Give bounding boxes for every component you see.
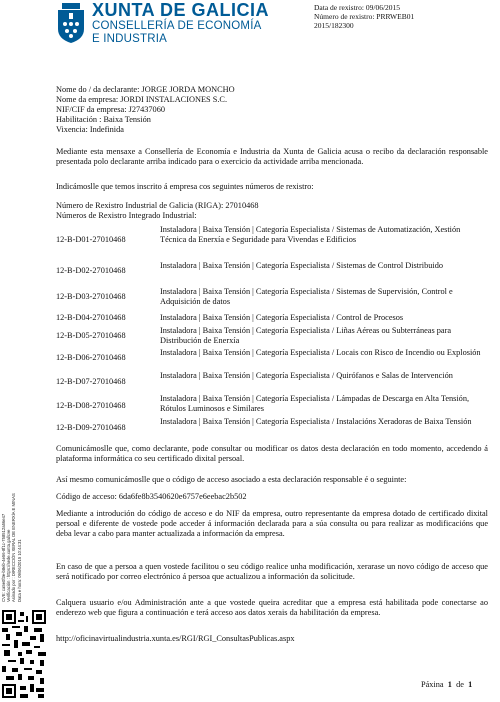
page-label: Páxina xyxy=(421,680,444,689)
registry-desc-2: Instaladora | Baixa Tensión | Categoría Especialista / Sistemas de Control Distribuido xyxy=(160,261,444,270)
cve-line: CVE: ca5e0f3e-b8eb-4e56-8f1c-758512a56e47 xyxy=(1,513,6,602)
inscribed-line: Indicámoslle que temos inscrito á empresa cos seguintes números de rexistro: xyxy=(56,182,314,191)
registry-number: Número de rexistro: PRRWEB01 xyxy=(314,12,415,21)
registry-desc-7: Instaladora | Baixa Tensión | Categoría Especialista / Quirófanos e Salas de Intervención xyxy=(160,371,453,380)
riga-line: Número de Rexistro Industrial de Galicia (RIGA): 27010468 xyxy=(56,201,259,210)
registry-info xyxy=(314,3,414,30)
access-intro: Así mesmo comunicámoslle que o código de acceso asociado a esta declaración responsable é o seguinte: xyxy=(56,475,407,484)
brand-subtitle-line1: CONSELLERÍA DE ECONOMÍA xyxy=(92,20,262,32)
registry-desc-9: Instaladora | Baixa Tensión | Categoría Especialista / Instalacións Xeradoras de Baixa Tensión xyxy=(160,417,472,426)
page-total: 1 xyxy=(468,680,473,689)
validity: Vixencia: Indefinida xyxy=(56,125,124,134)
xunta-shield-icon xyxy=(56,3,86,43)
registry-code: 2015/182300 xyxy=(314,21,354,30)
declarant-block xyxy=(56,85,235,135)
registry-code-3: 12-B-D03-27010468 xyxy=(56,292,126,301)
public-access-paragraph: Calquera usuario e/ou Administración ante a que vostede queira acreditar que a empresa está habilitada pode conectarse ao enderezo web que figura a continuación e terá acceso aos datos xerais da habilitación da empresa. xyxy=(56,598,488,617)
registry-code-6: 12-B-D06-27010468 xyxy=(56,353,126,362)
registry-code-7: 12-B-D07-27010468 xyxy=(56,377,126,386)
brand-subtitle-line2: E INDUSTRIA xyxy=(92,33,168,45)
registry-code-4: 12-B-D04-27010468 xyxy=(56,313,126,322)
public-url[interactable]: http://oficinavirtualindustria.xunta.es/RGI/RGI_ConsultasPublicas.aspx xyxy=(56,634,295,643)
registry-code-8: 12-B-D08-27010468 xyxy=(56,401,126,410)
signed-by-line: Asinado por : DIRECCIÓN XERAL DE ENERXÍA E MINAS xyxy=(11,493,17,602)
page-footer xyxy=(421,680,472,689)
registry-code-9: 12-B-D09-27010468 xyxy=(56,423,126,432)
registry-desc-3: Instaladora | Baixa Tensión | Categoría Especialista / Sistemas de Supervisión, Control e Adquisición de datos xyxy=(160,287,453,306)
registry-date: Data de rexistro: 09/06/2015 xyxy=(314,3,401,12)
registry-desc-1: Instaladora | Baixa Tensión | Categoría Especialista / Sistemas de Automatización, Xestión Técnica da Enerxía e Seguridade para Vivendas e Edificios xyxy=(160,225,461,244)
integrated-title: Números de Rexistro Integrado Industrial: xyxy=(56,211,197,220)
registry-desc-4: Instaladora | Baixa Tensión | Categoría Especialista / Control de Procesos xyxy=(160,313,404,322)
verification-sidebar xyxy=(1,372,22,602)
registry-desc-8: Instaladora | Baixa Tensión | Categoría Especialista / Lámpadas de Descarga en Alta Tensión, Rótulos Luminosos e Similares xyxy=(160,394,470,413)
registry-code-5: 12-B-D05-27010468 xyxy=(56,331,126,340)
declarant-name: Nome do / da declarante: JORGE JORDA MONCHO xyxy=(56,85,235,94)
brand-title: XUNTA DE GALICIA xyxy=(92,0,269,20)
registry-desc-6: Instaladora | Baixa Tensión | Categoría Especialista / Locais con Risco de Incendio ou Explosión xyxy=(160,348,481,357)
page-number: 1 xyxy=(447,680,452,689)
signed-date-line: Data e hora: 09/06/2015 10:44:31 xyxy=(16,539,22,602)
habilitation: Habilitación : Baixa Tensión xyxy=(56,115,151,124)
access-code: Código de acceso: 6da6fe8b3540620e6757e6eebac2b502 xyxy=(56,492,247,501)
company-name: Nome da empresa: JORDI INSTALACIONES S.C. xyxy=(56,95,228,104)
access-paragraph: Mediante a introdución do código de acceso e do NIF da empresa, outro representante da empresa dotado de certificado dixital persoal e diferente de vostede pode acceder á información declarada para a súa consulta ou para realizar as modificacións que deba levar a cabo para manter actualizada a información da empresa. xyxy=(56,509,488,538)
registry-code-1: 12-B-D01-27010468 xyxy=(56,235,126,244)
registry-code-2: 12-B-D02-27010468 xyxy=(56,266,126,275)
qr-code-icon xyxy=(2,610,46,698)
modify-paragraph: En caso de que a persoa a quen vostede facilitou o seu código realice unha modificación, xerarase un novo código de acceso que será notificado por correo electrónico á persoa que actualizou a información da solicitude. xyxy=(56,562,488,581)
company-nif: NIF/CIF da empresa: J27437060 xyxy=(56,105,166,114)
page-of-label: de xyxy=(456,680,464,689)
verification-url-line: Verificación : https://sede.xunta.gal/cve xyxy=(6,529,12,602)
brand-block xyxy=(92,0,269,46)
intro-paragraph: Mediante esta mensaxe a Consellería de Economía e Industria da Xunta de Galicia acusa o recibo da declaración responsable presentada polo declarante arriba indicado para o exercicio da actividade arriba mencionada. xyxy=(56,147,488,166)
communicate-paragraph: Comunicámoslle que, como declarante, pode consultar ou modificar os datos desta declaración en todo momento, accedendo á plataforma informática co seu certificado dixital persoal. xyxy=(56,444,488,463)
registry-desc-5: Instaladora | Baixa Tensión | Categoría Especialista / Liñas Aéreas ou Subterráneas para Distribución de Enerxía xyxy=(160,326,452,345)
